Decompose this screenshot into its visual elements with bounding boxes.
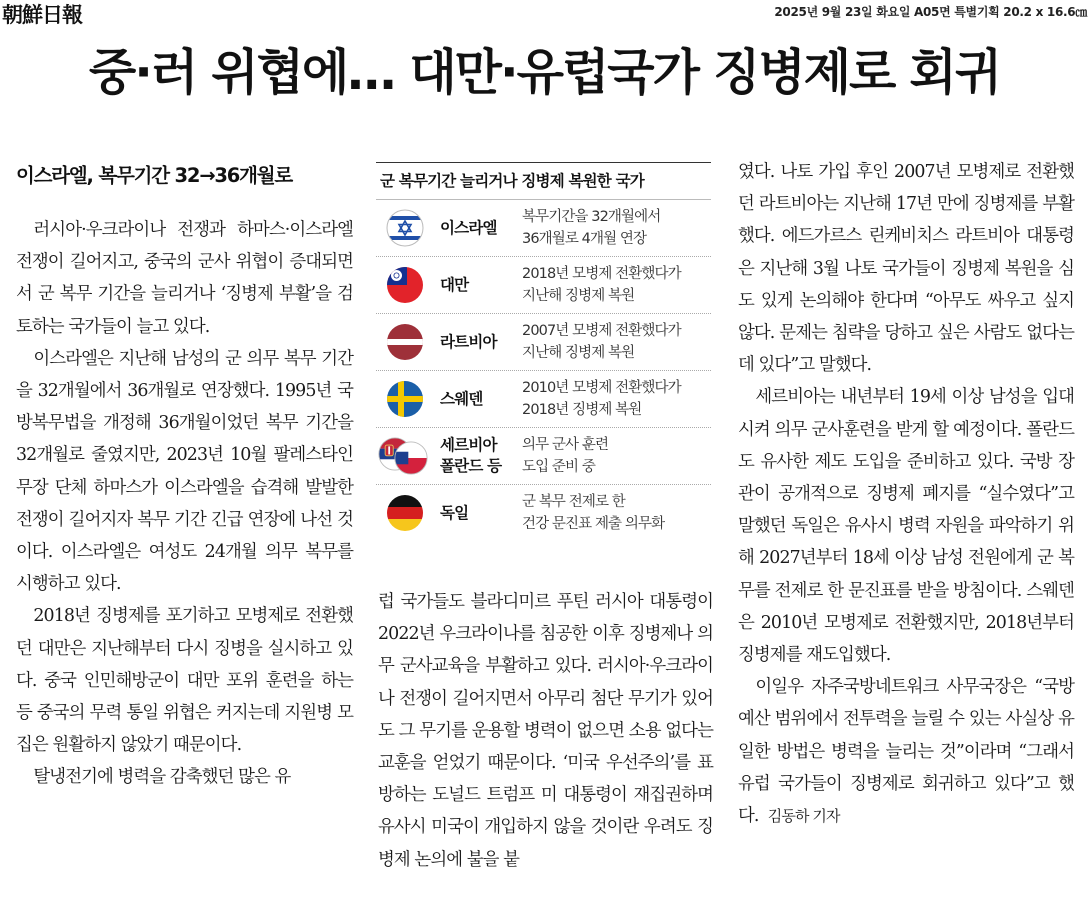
country-description-line: 36개월로 4개월 연장	[522, 231, 647, 247]
country-description-line: 복무기간을 32개월에서	[522, 209, 661, 225]
page-info: 2025년 9월 23일 화요일 A05면 특별기획 20.2 x 16.6㎝	[774, 5, 1087, 19]
paragraph: 탈냉전기에 병력을 감축했던 많은 유	[33, 767, 291, 788]
headline: 중·러 위협에… 대만·유럽국가 징병제로 회귀	[88, 44, 1001, 101]
country-name	[440, 428, 501, 484]
taiwan-flag-icon	[386, 266, 424, 304]
paragraph: 2018년 징병제를 포기하고 모병제로 전환했던 대만은 지난해부터 다시 징병을 실시하고 있다. 중국 인민해방군이 대만 포위 훈련을 하는 등 중국의 무력 통일 위협은 커지는데 지원병 모집은 원활하지 않았기 때문이다.	[16, 606, 353, 756]
article-subhead: 이스라엘, 복무기간 32→36개월로	[16, 164, 293, 187]
country-name-line: 세르비아	[440, 436, 497, 454]
paragraph-text: 이일우 자주국방네트워크 사무국장은 “국방 예산 범위에서 전투력을 늘릴 수 있는 사실상 유일한 방법은 병력을 늘리는 것”이라며 “그래서 유럽 국가들이 징병제로 회귀하고 있다”고 했다.	[738, 677, 1074, 827]
article-column-right	[738, 156, 1074, 832]
country-description	[522, 428, 712, 484]
germany-flag-icon	[386, 494, 424, 532]
country-name	[440, 257, 468, 313]
country-description-line: 군 복무 전제로 한	[522, 494, 625, 510]
country-name-line: 라트비아	[440, 332, 497, 351]
paragraph: 세르비아는 내년부터 19세 이상 남성을 입대시켜 의무 군사훈련을 받게 할 예정이다. 폴란드도 유사한 제도 도입을 준비하고 있다. 국방 장관이 공개적으로 징병제 폐지를 “실수였다”고 말했던 독일은 유사시 병력 자원을 파악하기 위해 2027년부터 18세 이상 남성 전원에게 군 복무를 전제로 한 문진표를 받을 방침이다. 스웨덴은 2010년 모병제로 전환했지만, 2018년부터 징병제를 재도입했다.	[738, 387, 1074, 666]
country-row	[376, 200, 711, 257]
country-description	[522, 200, 712, 256]
country-description	[522, 371, 712, 427]
country-row	[376, 257, 711, 314]
country-description-line: 의무 군사 훈련	[522, 437, 609, 453]
country-description-line: 지난해 징병제 복원	[522, 345, 635, 361]
country-description-line: 2010년 모병제 전환했다가	[522, 380, 681, 396]
country-description-line: 2007년 모병제 전환했다가	[522, 323, 681, 339]
article-column-middle	[378, 586, 713, 876]
country-description	[522, 485, 712, 541]
paragraph: 럽 국가들도 블라디미르 푸틴 러시아 대통령이 2022년 우크라이나를 침공한 이후 징병제나 의무 군사교육을 부활하고 있다. 러시아·우크라이나 전쟁이 길어지면서 아무리 첨단 무기가 있어도 그 무기를 운용할 병력이 없으면 소용 없다는 교훈을 얻었기 때문이다. ‘미국 우선주의’를 표방하는 도널드 트럼프 미 대통령이 재집권하며 유사시 미국이 개입하지 않을 것이란 우려도 징병제 논의에 불을 붙	[378, 592, 713, 870]
country-row	[376, 485, 711, 541]
latvia-flag-icon	[386, 323, 424, 361]
newspaper-logo: 朝鮮日報	[2, 2, 82, 27]
paragraph: 였다. 나토 가입 후인 2007년 모병제로 전환했던 라트비아는 지난해 17년 만에 징병제를 부활했다. 에드가르스 린케비치스 라트비아 대통령은 지난해 3월 나토 국가들이 징병제 복원을 심도 있게 논의해야 한다며 “아무도 싸우고 싶지 않다. 문제는 침략을 당하고 싶은 사람도 없다는 데 있다”고 말했다.	[738, 162, 1074, 376]
country-description-line: 2018년 모병제 전환했다가	[522, 266, 681, 282]
israel-flag-icon	[386, 209, 424, 247]
poland-flag-icon	[394, 441, 428, 475]
country-name	[440, 371, 483, 427]
country-description-line: 2018년 징병제 복원	[522, 402, 642, 418]
country-name	[440, 200, 497, 256]
country-description	[522, 257, 712, 313]
country-name-line: 대만	[440, 275, 469, 294]
country-name	[440, 314, 497, 370]
country-row	[376, 371, 711, 428]
country-name	[440, 485, 468, 541]
article-column-left	[16, 160, 353, 794]
country-name-line: 이스라엘	[440, 218, 497, 237]
country-row	[376, 314, 711, 371]
country-name-line: 독일	[440, 503, 469, 522]
byline: 김동하 기자	[767, 807, 840, 826]
infobox-title: 군 복무기간 늘리거나 징병제 복원한 국가	[376, 163, 711, 200]
country-description	[522, 314, 712, 370]
country-name-line: 폴란드 등	[440, 457, 502, 475]
country-description-line: 지난해 징병제 복원	[522, 288, 635, 304]
country-row	[376, 428, 711, 485]
paragraph: 이스라엘은 지난해 남성의 군 의무 복무 기간을 32개월에서 36개월로 연장했다. 1995년 국방복무법을 개정해 36개월이었던 복무 기간을 32개월로 줄였지만, 2023년 10월 팔레스타인 무장 단체 하마스가 이스라엘을 습격해 발발한 전쟁이 길어지자 복무 기간 긴급 연장에 나선 것이다. 이스라엘은 여성도 24개월 의무 복무를 시행하고 있다.	[16, 348, 353, 595]
paragraph-with-byline	[738, 671, 1074, 832]
country-description-line: 도입 준비 중	[522, 459, 595, 475]
conscription-infobox	[376, 162, 711, 552]
masthead	[0, 0, 1089, 27]
country-description-line: 건강 문진표 제출 의무화	[522, 516, 665, 532]
country-name-line: 스웨덴	[440, 389, 483, 408]
infobox-rows	[376, 200, 711, 541]
sweden-flag-icon	[386, 380, 424, 418]
paragraph: 러시아·우크라이나 전쟁과 하마스·이스라엘 전쟁이 길어지고, 중국의 군사 위협이 증대되면서 군 복무 기간을 늘리거나 ‘징병제 부활’을 검토하는 국가들이 늘고 있다.	[16, 220, 353, 337]
